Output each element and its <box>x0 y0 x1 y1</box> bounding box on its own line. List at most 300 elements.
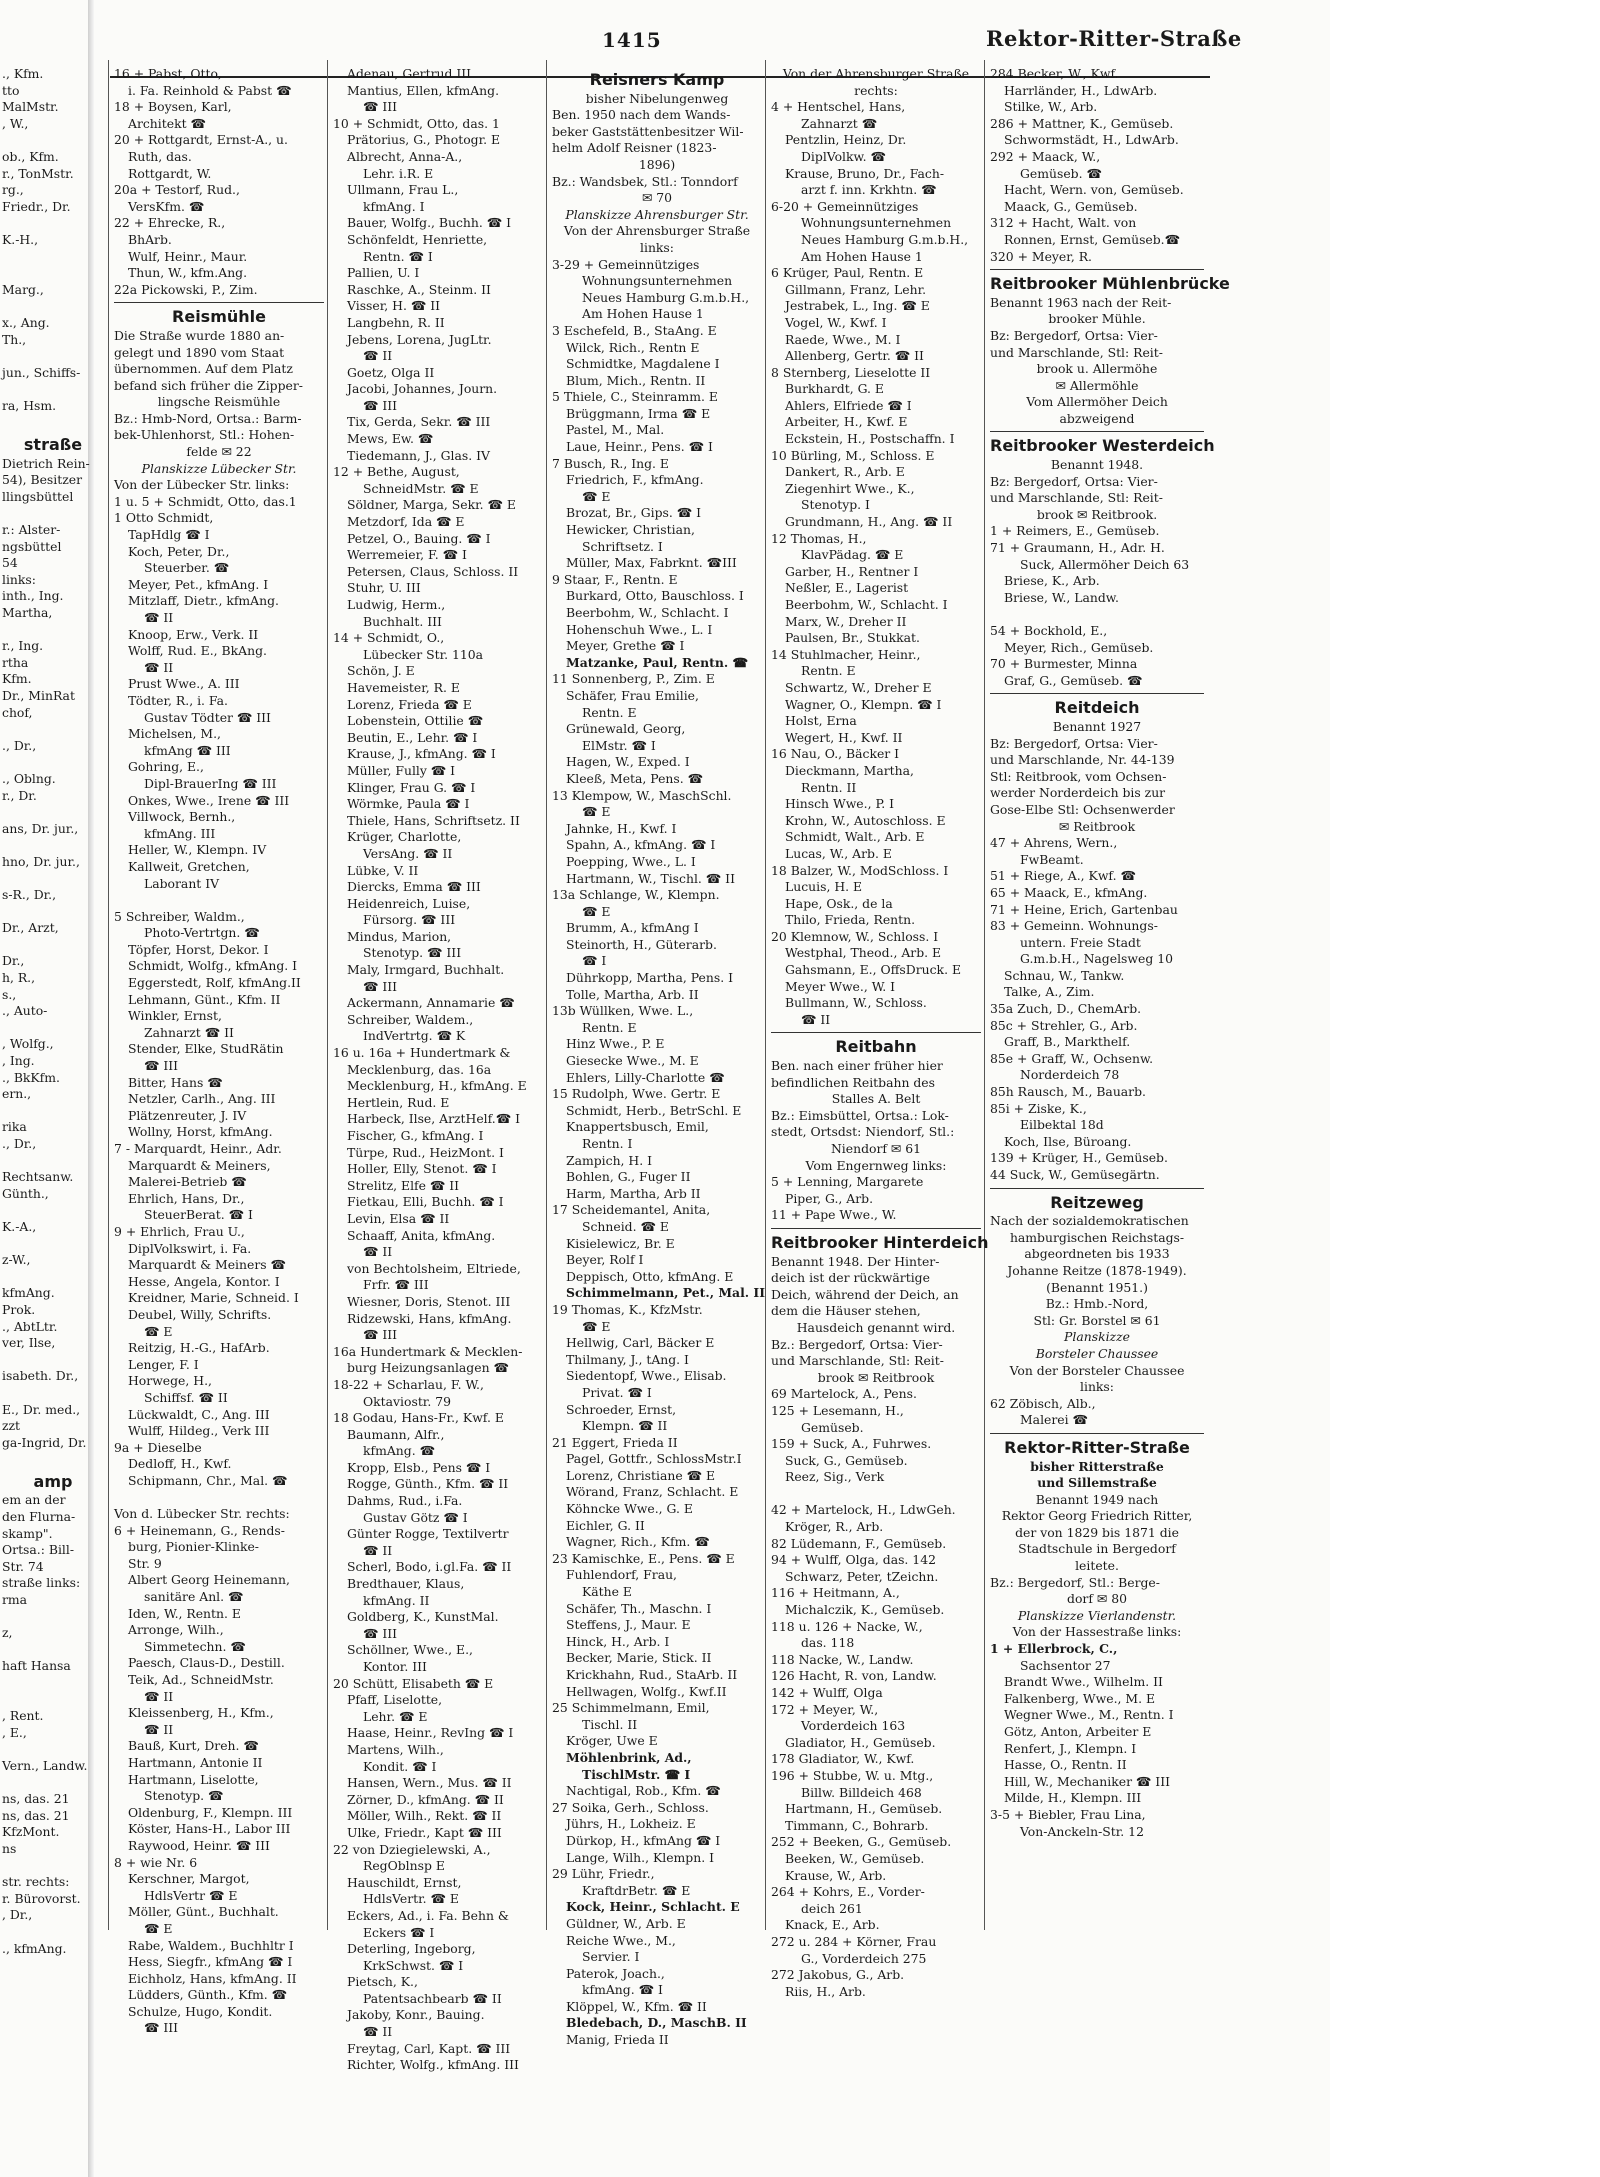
directory-entry: 126 Hacht, R. von, Landw. <box>771 1668 937 1684</box>
directory-entry: Laue, Heinr., Pens. ☎ I <box>566 439 713 455</box>
directory-entry: Schwormstädt, H., LdwArb. <box>1004 132 1179 148</box>
directory-entry: Str. 9 <box>128 1555 162 1571</box>
directory-entry: Garber, H., Rentner I <box>785 563 919 579</box>
directory-entry: r., TonMstr. <box>2 165 74 181</box>
directory-entry: Klinger, Frau G. ☎ I <box>347 779 476 795</box>
column-divider <box>327 60 328 1930</box>
directory-entry: Schaaff, Anita, kfmAng. <box>347 1227 496 1243</box>
directory-entry <box>2 1924 104 1941</box>
directory-entry: Wagner, Rich., Kfm. ☎ <box>566 1534 710 1550</box>
directory-entry: Kerschner, Margot, <box>128 1871 250 1887</box>
directory-column-4 <box>552 66 766 2049</box>
directory-entry: Jahnke, H., Kwf. I <box>566 820 677 836</box>
directory-entry <box>2 1741 104 1758</box>
directory-entry: Raschke, A., Steinm. II <box>347 281 491 297</box>
directory-entry: 85e + Graff, W., Ochsenw. <box>990 1050 1154 1066</box>
directory-entry: kfmAng. II <box>363 1592 430 1608</box>
directory-entry: Wegner Wwe., M., Rentn. I <box>1004 1707 1174 1723</box>
directory-entry: brook ✉ Reitbrook <box>817 1369 935 1385</box>
directory-entry: Eckstein, H., Postschaffn. I <box>785 431 955 447</box>
directory-entry: DiplVolkswirt, i. Fa. <box>128 1240 252 1256</box>
directory-entry: felde ✉ 22 <box>186 444 252 460</box>
directory-entry: Kröger, R., Arb. <box>785 1519 884 1535</box>
directory-entry: Strelitz, Elfe ☎ II <box>347 1177 460 1193</box>
directory-entry: Thiele, Hans, Schriftsetz. II <box>347 812 520 828</box>
directory-entry: 22 von Dziegielewski, A., <box>333 1841 491 1857</box>
directory-entry: Rentn. I <box>582 1136 633 1151</box>
directory-entry: Stilke, W., Arb. <box>1004 99 1098 115</box>
directory-entry: Müller, Fully ☎ I <box>347 762 456 778</box>
directory-entry: Rentn. E <box>801 663 856 679</box>
directory-entry: 292 + Maack, W., <box>990 148 1101 164</box>
directory-entry: Krohn, W., Autoschloss. E <box>785 812 946 828</box>
directory-entry: Meyer, Grethe ☎ I <box>566 638 685 654</box>
directory-entry: 44 Suck, W., Gemüsegärtn. <box>990 1167 1160 1182</box>
directory-entry: kfmAng. ☎ <box>363 1443 436 1459</box>
directory-entry: 51 + Riege, A., Kwf. ☎ <box>990 868 1136 884</box>
directory-entry: rtha <box>2 654 29 670</box>
directory-entry: Planskizze <box>1064 1329 1130 1345</box>
directory-entry: Heller, W., Klempn. IV <box>128 842 267 858</box>
directory-entry: Zampich, H. I <box>566 1152 653 1168</box>
directory-entry: x., Ang. <box>2 314 50 330</box>
directory-entry: Schneid. ☎ E <box>582 1218 669 1234</box>
directory-entry <box>2 348 104 365</box>
directory-entry: kfmAng. <box>2 1285 55 1301</box>
directory-entry: Hartmann, H., Gemüseb. <box>785 1801 943 1817</box>
directory-entry: ☎ E <box>582 804 611 820</box>
directory-entry: Holler, Elly, Stenot. ☎ I <box>347 1161 497 1177</box>
directory-entry: bisher Nibelungenweg <box>585 90 729 106</box>
directory-entry: Architekt ☎ <box>128 115 206 131</box>
directory-entry: s., <box>2 986 17 1002</box>
directory-entry: 11 + Pape Wwe., W. <box>771 1207 897 1223</box>
directory-entry: bek-Uhlenhorst, Stl.: Hohen- <box>114 427 295 443</box>
directory-entry: 178 Gladiator, W., Kwf. <box>771 1751 915 1767</box>
directory-entry: Jührs, H., Lokheiz. E <box>566 1816 696 1832</box>
section-rule <box>990 693 1204 694</box>
directory-entry: ns <box>2 1840 17 1856</box>
directory-entry: Reitzig, H.-G., HafArb. <box>128 1340 270 1356</box>
directory-entry: Bauer, Wolfg., Buchh. ☎ I <box>347 215 512 231</box>
directory-entry: Brumm, A., kfmAng I <box>566 920 699 936</box>
directory-entry: Villwock, Bernh., <box>128 809 236 825</box>
directory-entry: 12 Thomas, H., <box>771 530 867 546</box>
directory-entry: Hewicker, Christian, <box>566 522 695 538</box>
directory-entry: Deppisch, Otto, kfmAng. E <box>566 1268 734 1284</box>
directory-entry: 54), Besitzer <box>2 472 83 488</box>
directory-entry <box>2 1675 104 1692</box>
section-rule <box>771 1032 981 1033</box>
directory-entry: 42 + Martelock, H., LdwGeh. <box>771 1502 956 1518</box>
directory-entry: Johanne Reitze (1878-1949). <box>1007 1262 1187 1278</box>
directory-entry: Hacht, Wern. von, Gemüseb. <box>1004 182 1184 198</box>
directory-entry: Petersen, Claus, Schloss. II <box>347 563 519 579</box>
directory-entry: ., AbtLtr. <box>2 1318 58 1334</box>
directory-entry: Suck, Allermöher Deich 63 <box>1020 556 1190 572</box>
directory-entry: Poepping, Wwe., L. I <box>566 853 696 869</box>
directory-entry: Lucas, W., Arb. E <box>785 845 892 861</box>
directory-entry: Brüggmann, Irma ☎ E <box>566 405 711 421</box>
directory-entry: und Marschlande, Stl: Reit- <box>990 490 1163 506</box>
running-head: Rektor-Ritter-Straße <box>986 26 1242 51</box>
directory-entry: 47 + Ahrens, Wern., <box>990 835 1118 851</box>
directory-entry: kfmAng ☎ III <box>144 742 231 758</box>
directory-entry: 3 Eschefeld, B., StaAng. E <box>552 322 717 338</box>
directory-entry: Marquardt & Meiners ☎ <box>128 1257 286 1273</box>
section-rule <box>990 1188 1204 1189</box>
directory-entry: Lorenz, Frieda ☎ E <box>347 696 472 712</box>
directory-entry: ., Dr., <box>2 737 37 753</box>
directory-entry: Zörner, D., kfmAng. ☎ II <box>347 1791 504 1807</box>
directory-entry: 272 u. 284 + Körner, Frau <box>771 1933 937 1949</box>
directory-entry: Servier. I <box>582 1949 640 1965</box>
directory-entry: Arronge, Wilh., <box>128 1622 224 1638</box>
directory-entry: sanitäre Anl. ☎ <box>144 1589 244 1605</box>
directory-entry: 1 + Reimers, E., Gemüseb. <box>990 523 1160 539</box>
directory-entry: Schroeder, Ernst, <box>566 1401 677 1417</box>
directory-entry: Bz.: Hmb.-Nord, <box>1045 1296 1149 1312</box>
directory-entry: arzt f. inn. Krkhtn. ☎ <box>801 182 937 198</box>
directory-entry: 286 + Mattner, K., Gemüseb. <box>990 115 1174 131</box>
directory-entry: Privat. ☎ I <box>582 1384 652 1400</box>
directory-entry: Visser, H. ☎ II <box>347 298 441 314</box>
directory-entry: Str. 74 <box>2 1558 44 1574</box>
directory-entry: Wulff, Hildeg., Verk III <box>128 1423 270 1439</box>
directory-entry: Hellwig, Carl, Bäcker E <box>566 1335 715 1351</box>
directory-entry: ern., <box>2 1086 32 1102</box>
directory-entry: 3-29 + Gemeinnütziges <box>552 256 700 272</box>
directory-entry: Bz: Bergedorf, Ortsa: Vier- <box>990 735 1158 751</box>
directory-entry: Fischer, G., kfmAng. I <box>347 1128 484 1143</box>
directory-entry: Vom Engernweg links: <box>805 1157 947 1173</box>
directory-entry: Stl: Gr. Borstel ✉ 61 <box>1033 1312 1161 1328</box>
directory-entry: Meyer, Pet., kfmAng. I <box>128 576 269 592</box>
directory-entry: 14 + Schmidt, O., <box>333 630 445 646</box>
directory-entry: Riis, H., Arb. <box>785 1983 866 1999</box>
directory-entry: Talke, A., Zim. <box>1004 984 1095 1000</box>
directory-entry: deich ist der rückwärtige <box>771 1270 930 1286</box>
directory-entry: kfmAng. III <box>144 825 216 841</box>
directory-entry: 272 Jakobus, G., Arb. <box>771 1967 905 1983</box>
directory-entry: 172 + Meyer, W., <box>771 1701 879 1717</box>
directory-entry: Prok. <box>2 1301 36 1317</box>
directory-entry: ☎ III <box>363 397 398 413</box>
street-heading: Reisners Kamp <box>589 70 725 89</box>
directory-entry: ., Dr., <box>2 1136 37 1151</box>
directory-entry: str. rechts: <box>2 1874 70 1890</box>
street-heading: Reitbrooker Hinterdeich <box>771 1232 989 1252</box>
directory-entry: 54 <box>2 555 18 571</box>
directory-entry: Harrländer, H., LdwArb. <box>1004 82 1158 98</box>
directory-entry <box>2 1020 104 1037</box>
directory-entry: Schulze, Hugo, Kondit. <box>128 2003 273 2019</box>
directory-entry: z, <box>2 1625 13 1641</box>
directory-entry: Kropp, Elsb., Pens ☎ I <box>347 1459 491 1475</box>
directory-entry: , Dr., <box>2 1907 33 1923</box>
directory-entry: Scherl, Bodo, i.gl.Fa. ☎ II <box>347 1559 512 1575</box>
directory-entry: r., Dr. <box>2 787 37 803</box>
directory-entry: Raede, Wwe., M. I <box>785 331 901 347</box>
directory-entry: 21 Eggert, Frieda II <box>552 1434 678 1450</box>
directory-entry <box>2 1202 104 1219</box>
directory-entry: Ortsa.: Bill- <box>2 1542 75 1558</box>
directory-entry: Söldner, Marga, Sekr. ☎ E <box>347 497 516 513</box>
directory-entry: 13b Wüllken, Wwe. L., <box>552 1003 694 1019</box>
directory-entry: rg., <box>2 182 24 198</box>
directory-entry: Tolle, Martha, Arb. II <box>566 986 699 1002</box>
directory-entry: Krause, W., Arb. <box>785 1867 887 1883</box>
directory-entry: 23 Kamischke, E., Pens. ☎ E <box>552 1550 735 1566</box>
directory-entry: ., Oblng. <box>2 770 56 786</box>
directory-entry: Marg., <box>2 281 44 297</box>
directory-entry: Eilbektal 18d <box>1020 1117 1104 1133</box>
directory-entry <box>2 132 104 149</box>
directory-entry <box>2 721 104 738</box>
directory-entry: stedt, Ortsdst: Niendorf, Stl.: <box>771 1124 955 1140</box>
section-rule <box>990 431 1204 432</box>
directory-entry: DiplVolkw. ☎ <box>801 148 886 164</box>
directory-entry: und Marschlande, Stl: Reit- <box>990 344 1163 360</box>
directory-entry: Schwarz, Peter, tZeichn. <box>785 1568 939 1584</box>
directory-entry: TapHdlg ☎ I <box>128 527 210 543</box>
directory-entry: Rechtsanw. <box>2 1169 74 1185</box>
directory-entry: Gillmann, Franz, Lehr. <box>785 281 927 297</box>
directory-entry: links: <box>640 239 674 255</box>
directory-entry: Sachsentor 27 <box>1020 1657 1111 1673</box>
directory-entry: Pietsch, K., <box>347 1974 418 1990</box>
directory-entry: Goetz, Olga II <box>347 364 435 380</box>
directory-entry: Wolff, Rud. E., BkAng. <box>128 643 267 659</box>
directory-entry: 139 + Krüger, H., Gemüseb. <box>990 1150 1168 1166</box>
directory-entry: Dieckmann, Martha, <box>785 762 914 778</box>
directory-entry: Netzler, Carlh., Ang. III <box>128 1091 276 1107</box>
directory-entry: Wohnungsunternehmen <box>801 215 952 231</box>
directory-entry <box>2 1236 104 1253</box>
directory-entry: , W., <box>2 115 29 131</box>
directory-entry: Von der Borsteler Chaussee <box>1009 1362 1185 1378</box>
directory-entry: gelegt und 1890 vom Staat <box>114 344 285 360</box>
directory-entry: 252 + Beeken, G., Gemüseb. <box>771 1834 952 1850</box>
directory-entry: 25 Schimmelmann, Emil, <box>552 1700 710 1716</box>
directory-entry <box>2 1775 104 1792</box>
directory-entry: 8 + wie Nr. 6 <box>114 1854 198 1870</box>
directory-entry: Stenotyp. I <box>801 497 870 513</box>
directory-entry: ., Kfm. <box>2 66 44 81</box>
directory-entry: Oldenburg, F., Klempn. III <box>128 1804 293 1820</box>
directory-entry: Hess, Siegfr., kfmAng ☎ I <box>128 1954 293 1970</box>
directory-entry: SteuerBerat. ☎ I <box>144 1207 253 1223</box>
directory-entry: 82 Lüdemann, F., Gemüseb. <box>771 1535 947 1551</box>
directory-entry: Hesse, Angela, Kontor. I <box>128 1273 280 1289</box>
directory-entry: Brandt Wwe., Wilhelm. II <box>1004 1674 1163 1690</box>
directory-entry: 85h Rausch, M., Bauarb. <box>990 1084 1146 1100</box>
street-heading: Reitbahn <box>835 1037 917 1057</box>
directory-entry: Möhlenbrink, Ad., <box>566 1749 692 1765</box>
directory-entry: Beeken, W., Gemüseb. <box>785 1850 925 1866</box>
directory-entry: Buchhalt. III <box>363 613 442 629</box>
directory-entry: Die Straße wurde 1880 an- <box>114 327 285 343</box>
directory-entry: Bz.: Bergedorf, Stl.: Berge- <box>990 1574 1160 1590</box>
directory-entry: Klempn. ☎ II <box>582 1418 668 1434</box>
column-divider <box>984 60 985 1930</box>
directory-entry: Werremeier, F. ☎ I <box>347 547 467 563</box>
directory-entry: Güldner, W., Arb. E <box>566 1915 686 1931</box>
directory-entry: Tix, Gerda, Sekr. ☎ III <box>347 414 491 430</box>
directory-entry: Dürkop, H., kfmAng ☎ I <box>566 1832 721 1848</box>
directory-entry: 16 + Pabst, Otto, <box>114 66 222 81</box>
directory-entry: 15 Rudolph, Wwe. Gertr. E <box>552 1086 721 1102</box>
directory-entry: Dr., <box>2 953 25 969</box>
directory-entry: Diercks, Emma ☎ III <box>347 879 481 895</box>
directory-entry: Reez, Sig., Verk <box>785 1469 885 1485</box>
directory-entry: Benannt 1948. <box>1050 457 1144 473</box>
directory-entry: Dahms, Rud., i.Fa. <box>347 1493 463 1509</box>
directory-entry: Bauß, Kurt, Dreh. ☎ <box>128 1738 259 1754</box>
directory-entry: Martens, Wilh., <box>347 1741 444 1757</box>
directory-entry: Thun, W., kfm.Ang. <box>128 265 248 281</box>
directory-entry: Von der Hassestraße links: <box>1012 1624 1182 1640</box>
directory-entry <box>2 1352 104 1369</box>
directory-entry: Paesch, Claus-D., Destill. <box>128 1655 285 1671</box>
directory-entry: r., Ing. <box>2 638 44 654</box>
directory-entry: TischlMstr. ☎ I <box>582 1766 691 1782</box>
directory-entry: Dankert, R., Arb. E <box>785 464 905 480</box>
directory-entry: z-W., <box>2 1252 31 1268</box>
directory-entry: Mecklenburg, das. 16a <box>347 1061 492 1077</box>
directory-entry: hamburgischen Reichstags- <box>1009 1229 1185 1245</box>
directory-entry: Knack, E., Arb. <box>785 1917 880 1933</box>
directory-entry: Schmidt, Herb., BetrSchl. E <box>566 1102 742 1118</box>
directory-entry: Rottgardt, W. <box>128 165 212 181</box>
directory-entry: Bohlen, G., Fuger II <box>566 1169 691 1185</box>
directory-entry: Thilo, Frieda, Rentn. <box>785 912 916 928</box>
directory-entry: Planskizze Vierlandenstr. <box>1017 1607 1177 1623</box>
directory-entry: Planskizze Lübecker Str. <box>141 460 297 476</box>
street-heading: Reitbrooker Mühlenbrücke <box>990 274 1230 294</box>
directory-entry: Martha, <box>2 605 53 620</box>
directory-entry: deich 261 <box>801 1900 863 1916</box>
directory-entry: Schipmann, Chr., Mal. ☎ <box>128 1472 288 1488</box>
directory-entry: Baumann, Alfr., <box>347 1426 445 1442</box>
directory-entry: 83 + Gemeinn. Wohnungs- <box>990 918 1158 934</box>
directory-column-6 <box>990 66 1230 1840</box>
directory-entry: Lüdders, Günth., Kfm. ☎ <box>128 1987 288 2003</box>
directory-entry: 35a Zuch, D., ChemArb. <box>990 1001 1142 1017</box>
directory-entry: llingsbüttel <box>2 488 74 504</box>
directory-entry: skamp". <box>2 1525 53 1541</box>
directory-entry: , Ing. <box>2 1053 35 1069</box>
directory-entry: Thilmany, J., tAng. I <box>566 1351 689 1367</box>
directory-entry: 65 + Maack, E., kfmAng. <box>990 884 1148 900</box>
directory-entry: Koch, Ilse, Büroang. <box>1004 1133 1132 1149</box>
directory-entry: straße links: <box>2 1575 81 1591</box>
directory-entry: 18 + Boysen, Karl, <box>114 99 232 115</box>
directory-entry <box>2 1451 104 1468</box>
directory-entry: Wiesner, Doris, Stenot. III <box>347 1293 511 1309</box>
directory-entry <box>2 1642 104 1659</box>
directory-entry: Stl: Reitbrook, vom Ochsen- <box>990 768 1167 784</box>
directory-entry: Holst, Erna <box>785 713 857 729</box>
directory-entry: ☎ II <box>363 348 393 364</box>
directory-entry: Rentn. E <box>582 1019 637 1035</box>
directory-entry: 118 Nacke, W., Landw. <box>771 1651 914 1667</box>
directory-entry: KlavPädag. ☎ E <box>801 547 904 563</box>
directory-entry <box>2 1858 104 1875</box>
directory-entry: Kontor. III <box>363 1659 427 1674</box>
directory-entry: und Marschlande, Stl: Reit- <box>771 1353 944 1369</box>
directory-entry: Malerei ☎ <box>1020 1412 1088 1428</box>
directory-entry: ☎ III <box>363 99 398 115</box>
directory-entry: lingsche Reismühle <box>157 394 281 410</box>
directory-entry: Hasse, O., Rentn. II <box>1004 1757 1127 1773</box>
directory-entry: Laborant IV <box>144 875 220 891</box>
directory-entry: 18 Godau, Hans-Fr., Kwf. E <box>333 1410 504 1426</box>
directory-entry: VersAng. ☎ II <box>363 845 453 861</box>
directory-entry: rma <box>2 1592 28 1608</box>
directory-entry: links: <box>2 571 36 587</box>
directory-entry: 20 Klemnow, W., Schloss. I <box>771 928 939 944</box>
directory-entry: Norderdeich 78 <box>1020 1067 1120 1083</box>
directory-entry: Langbehn, R. II <box>347 314 445 330</box>
directory-entry: 22a Pickowski, P., Zim. <box>114 281 258 297</box>
directory-entry: Beerbohm, W., Schlacht. I <box>566 605 729 620</box>
directory-entry: Maly, Irmgard, Buchhalt. <box>347 962 505 978</box>
section-rule <box>990 1433 1204 1434</box>
directory-entry: Deubel, Willy, Schrifts. <box>128 1306 272 1322</box>
directory-entry: ., Auto- <box>2 1003 48 1019</box>
directory-entry: Giesecke Wwe., M. E <box>566 1053 699 1069</box>
directory-entry: burg Heizungsanlagen ☎ <box>347 1360 509 1376</box>
directory-entry: Pastel, M., Mal. <box>566 422 665 438</box>
directory-entry <box>114 1489 324 1506</box>
directory-entry: ☎ E <box>144 1323 173 1339</box>
directory-entry: Fürsorg. ☎ III <box>363 912 456 928</box>
directory-entry: Arbeiter, H., Kwf. E <box>785 414 908 430</box>
directory-entry: FwBeamt. <box>1020 851 1084 867</box>
directory-entry: Neßler, E., Lagerist <box>785 580 909 596</box>
directory-entry: 9a + Dieselbe <box>114 1439 202 1455</box>
directory-entry: Pallien, U. I <box>347 265 420 281</box>
directory-entry: 94 + Wulff, Olga, das. 142 <box>771 1552 936 1568</box>
directory-entry: abzweigend <box>1059 410 1135 426</box>
page-number: 1415 <box>602 28 662 52</box>
directory-entry: ☎ III <box>144 2020 179 2036</box>
directory-entry: Eichholz, Hans, kfmAng. II <box>128 1970 297 1986</box>
directory-entry: 1 u. 5 + Schmidt, Otto, das.1 <box>114 493 297 509</box>
directory-entry: Köhncke Wwe., G. E <box>566 1501 693 1517</box>
directory-entry: Ben. nach einer früher hier <box>771 1058 943 1074</box>
directory-entry: 16 Nau, O., Bäcker I <box>771 746 900 762</box>
directory-entry: Briese, W., Landw. <box>1004 589 1119 605</box>
directory-entry: Lehmann, Günt., Kfm. II <box>128 991 281 1007</box>
directory-entry: 5 + Lenning, Margarete <box>771 1174 924 1190</box>
directory-entry: Hinsch Wwe., P. I <box>785 796 895 812</box>
directory-entry: brook u. Allermöhe <box>1036 361 1158 377</box>
directory-entry: Renfert, J., Klempn. I <box>1004 1740 1137 1756</box>
directory-entry: Bz: Bergedorf, Ortsa: Vier- <box>990 473 1158 489</box>
directory-entry: das. 118 <box>801 1635 855 1651</box>
directory-entry: ✉ Reitbrook <box>1058 818 1136 834</box>
directory-entry: Graff, B., Markthelf. <box>1004 1034 1131 1050</box>
directory-entry: chof, <box>2 704 33 720</box>
directory-entry: Kock, Heinr., Schlacht. E <box>566 1899 740 1915</box>
directory-entry: Meyer Wwe., W. I <box>785 978 896 994</box>
directory-entry: Lucuis, H. E <box>785 879 863 895</box>
directory-entry <box>2 505 104 522</box>
directory-entry: haft Hansa <box>2 1658 71 1674</box>
directory-entry: kfmAng. ☎ I <box>582 1982 663 1998</box>
